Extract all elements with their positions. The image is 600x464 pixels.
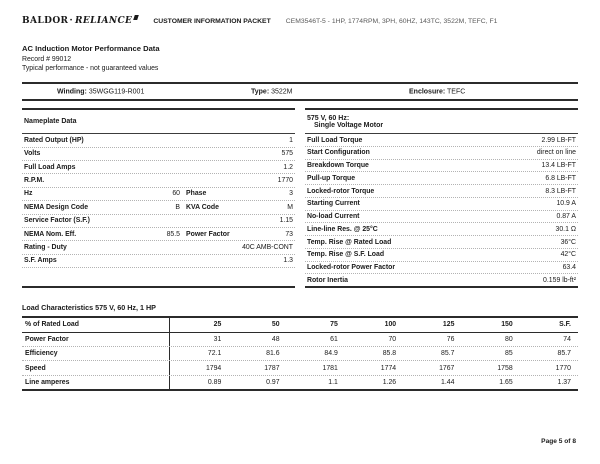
row-label: Service Factor (S.F.) <box>24 217 90 225</box>
load-cell: 1781 <box>322 364 338 372</box>
table-row <box>22 161 295 174</box>
table-row <box>22 134 295 147</box>
row-value: 1.15 <box>279 217 293 225</box>
row-value: 40C AMB-CONT <box>242 244 293 251</box>
load-characteristics-title: Load Characteristics 575 V, 60 Hz, 1 HP <box>22 303 156 313</box>
table-row <box>305 160 578 173</box>
performance-note: Typical performance - not guaranteed values <box>22 65 159 73</box>
load-cell: 0.97 <box>266 378 280 386</box>
logo-baldor-text: BALDOR <box>22 16 69 26</box>
row-value: 13.4 LB-FT <box>541 162 576 170</box>
load-cell: 48 <box>271 335 280 343</box>
load-cell: 1.26 <box>382 378 397 386</box>
load-cell: 85.7 <box>440 350 455 358</box>
row-label: Full Load Torque <box>307 136 363 144</box>
row-value: B <box>175 203 181 211</box>
row-value: direct on line <box>536 149 576 157</box>
load-cell: 74 <box>563 335 571 343</box>
table-row <box>305 249 578 262</box>
row-label: Volts <box>24 150 41 158</box>
table-row <box>22 215 295 228</box>
table-row <box>305 134 578 147</box>
row-value: 1 <box>289 136 293 144</box>
load-row-label: Line amperes <box>22 376 170 389</box>
table-row <box>305 211 578 224</box>
load-cell: 1.65 <box>499 378 513 386</box>
row-value: 1.3 <box>283 257 293 265</box>
load-header-cell: 125 <box>442 321 455 329</box>
row-value: 0.87 A <box>556 213 576 221</box>
load-cell: 1794 <box>205 364 222 372</box>
load-cell: 84.9 <box>324 350 338 358</box>
row-pair-left <box>24 204 180 211</box>
row-pair-right <box>180 204 293 211</box>
load-row-label: Efficiency <box>22 347 170 360</box>
load-cell: 0.89 <box>207 378 222 386</box>
row-label: Hz <box>24 190 33 198</box>
header-bar <box>22 15 578 27</box>
load-cell: 85.7 <box>557 350 571 358</box>
row-label: Breakdown Torque <box>307 162 369 170</box>
row-label: KVA Code <box>186 203 219 211</box>
load-cell: 85 <box>505 350 513 358</box>
table-row <box>305 185 578 198</box>
logo-dot: · <box>69 16 73 26</box>
load-cell: 1787 <box>264 364 280 372</box>
row-value: 2.99 LB-FT <box>541 136 576 144</box>
row-label: Full Load Amps <box>24 163 76 171</box>
baldor-reliance-logo <box>22 16 138 26</box>
row-value: 85.5 <box>166 230 181 238</box>
load-cell: 61 <box>330 335 338 343</box>
row-value: 3 <box>289 190 293 198</box>
load-header-row <box>22 318 578 332</box>
table-row <box>305 274 578 286</box>
winding-value: 35WGG119-R001 <box>88 88 145 96</box>
load-cell: 81.6 <box>266 350 280 358</box>
load-row-label: Power Factor <box>22 333 170 346</box>
load-cell: 80 <box>505 335 513 343</box>
page-number: Page 5 of 8 <box>541 438 576 445</box>
load-header-cell: 75 <box>330 321 338 329</box>
load-header-cell: 25 <box>213 321 222 329</box>
row-value: 36°C <box>560 238 576 246</box>
voltage-header-line2: Single Voltage Motor <box>314 121 384 129</box>
table-row <box>305 147 578 160</box>
load-header-cell: S.F. <box>559 321 571 329</box>
load-cell: 1.1 <box>328 378 338 386</box>
table-row <box>22 188 295 201</box>
load-row <box>22 333 578 347</box>
row-label: No-load Current <box>307 213 360 221</box>
row-label: NEMA Nom. Eff. <box>24 230 77 238</box>
load-characteristics-table <box>22 316 578 391</box>
row-value: 1.2 <box>283 163 293 171</box>
row-label: Starting Current <box>307 200 360 208</box>
row-value: 42°C <box>560 251 576 259</box>
load-cell: 31 <box>213 335 222 343</box>
row-label: Rating - Duty <box>24 244 67 251</box>
type-cell <box>251 88 293 95</box>
row-value: 8.3 LB-FT <box>545 187 576 195</box>
table-row <box>22 228 295 241</box>
table-row <box>22 148 295 161</box>
table-row <box>22 255 295 268</box>
row-value: 73 <box>285 230 293 238</box>
load-cell: 85.8 <box>382 350 397 358</box>
table-row <box>22 174 295 187</box>
row-pair-left <box>24 231 180 238</box>
row-label: R.P.M. <box>24 177 45 185</box>
row-value: M <box>287 203 293 211</box>
nameplate-table <box>22 108 295 288</box>
row-label: Temp. Rise @ S.F. Load <box>307 251 385 259</box>
table-row <box>305 198 578 211</box>
load-header-cell: 150 <box>501 321 513 329</box>
row-value: 1770 <box>277 177 293 185</box>
load-header-cell: 100 <box>384 321 397 329</box>
table-row <box>305 172 578 185</box>
title-block <box>22 44 578 72</box>
table-row <box>305 262 578 275</box>
voltage-table <box>305 108 578 288</box>
load-header-cell: 50 <box>271 321 280 329</box>
table-row <box>305 236 578 249</box>
load-cell: 1770 <box>555 364 571 372</box>
table-row <box>22 201 295 214</box>
row-value: 575 <box>281 150 293 158</box>
load-row-label: Speed <box>22 361 170 374</box>
load-cell: 76 <box>446 335 455 343</box>
row-label: Locked-rotor Torque <box>307 187 375 195</box>
voltage-header-line1: 575 V, 60 Hz: <box>307 114 350 122</box>
row-pair-left <box>24 190 180 197</box>
enclosure-value: TEFC <box>447 88 466 96</box>
load-row <box>22 347 578 361</box>
voltage-table-header <box>305 110 578 134</box>
load-header-label: % of Rated Load <box>22 318 170 331</box>
nameplate-header: Nameplate Data <box>22 110 295 134</box>
packet-title: CUSTOMER INFORMATION PACKET <box>153 17 271 25</box>
row-value: 6.8 LB-FT <box>545 174 576 182</box>
winding-cell <box>57 88 144 95</box>
row-pair-right <box>180 231 293 238</box>
row-value: 30.1 Ω <box>555 225 576 233</box>
model-spec: CEM3546T-5 - 1HP, 1774RPM, 3PH, 60HZ, 143TC, 3522M, TEFC, F1 <box>285 17 498 25</box>
enclosure-label: Enclosure: <box>409 88 446 96</box>
load-row <box>22 361 578 375</box>
type-label: Type: <box>251 88 270 96</box>
load-cell: 1767 <box>439 364 455 372</box>
row-label: S.F. Amps <box>24 257 57 265</box>
enclosure-cell <box>409 88 465 95</box>
logo-flag-icon <box>134 15 140 20</box>
load-row <box>22 376 578 389</box>
load-cell: 1774 <box>380 364 397 372</box>
row-label: Power Factor <box>186 230 230 238</box>
row-label: Temp. Rise @ Rated Load <box>307 238 392 246</box>
table-row <box>22 241 295 254</box>
load-cell: 1.44 <box>440 378 455 386</box>
row-value: 0.159 lb-ft² <box>543 276 576 284</box>
nameplate-section <box>22 108 578 288</box>
row-value: 10.9 A <box>556 200 576 208</box>
row-label: Line-line Res. @ 25°C <box>307 225 378 233</box>
row-pair-right <box>180 190 293 197</box>
table-spacer <box>22 268 295 286</box>
row-label: NEMA Design Code <box>24 203 89 211</box>
table-row <box>305 223 578 236</box>
row-label: Rotor Inertia <box>307 276 348 284</box>
row-label: Pull-up Torque <box>307 174 356 182</box>
row-label: Start Configuration <box>307 149 370 157</box>
row-value: 63.4 <box>562 264 576 272</box>
load-cell: 70 <box>388 335 397 343</box>
page-title: AC Induction Motor Performance Data <box>22 44 160 53</box>
load-cell: 72.1 <box>207 350 222 358</box>
load-cell: 1.37 <box>557 378 571 386</box>
row-value: 60 <box>172 190 181 198</box>
winding-bar <box>22 82 578 101</box>
winding-label: Winding: <box>57 88 87 96</box>
row-label: Rated Output (HP) <box>24 136 84 144</box>
type-value: 3522M <box>271 88 293 96</box>
row-label: Phase <box>186 190 207 198</box>
logo-reliance-text: RELIANCE <box>75 16 133 26</box>
record-number: Record # 99012 <box>22 55 72 63</box>
row-label: Locked-rotor Power Factor <box>307 264 396 272</box>
load-cell: 1758 <box>497 364 513 372</box>
